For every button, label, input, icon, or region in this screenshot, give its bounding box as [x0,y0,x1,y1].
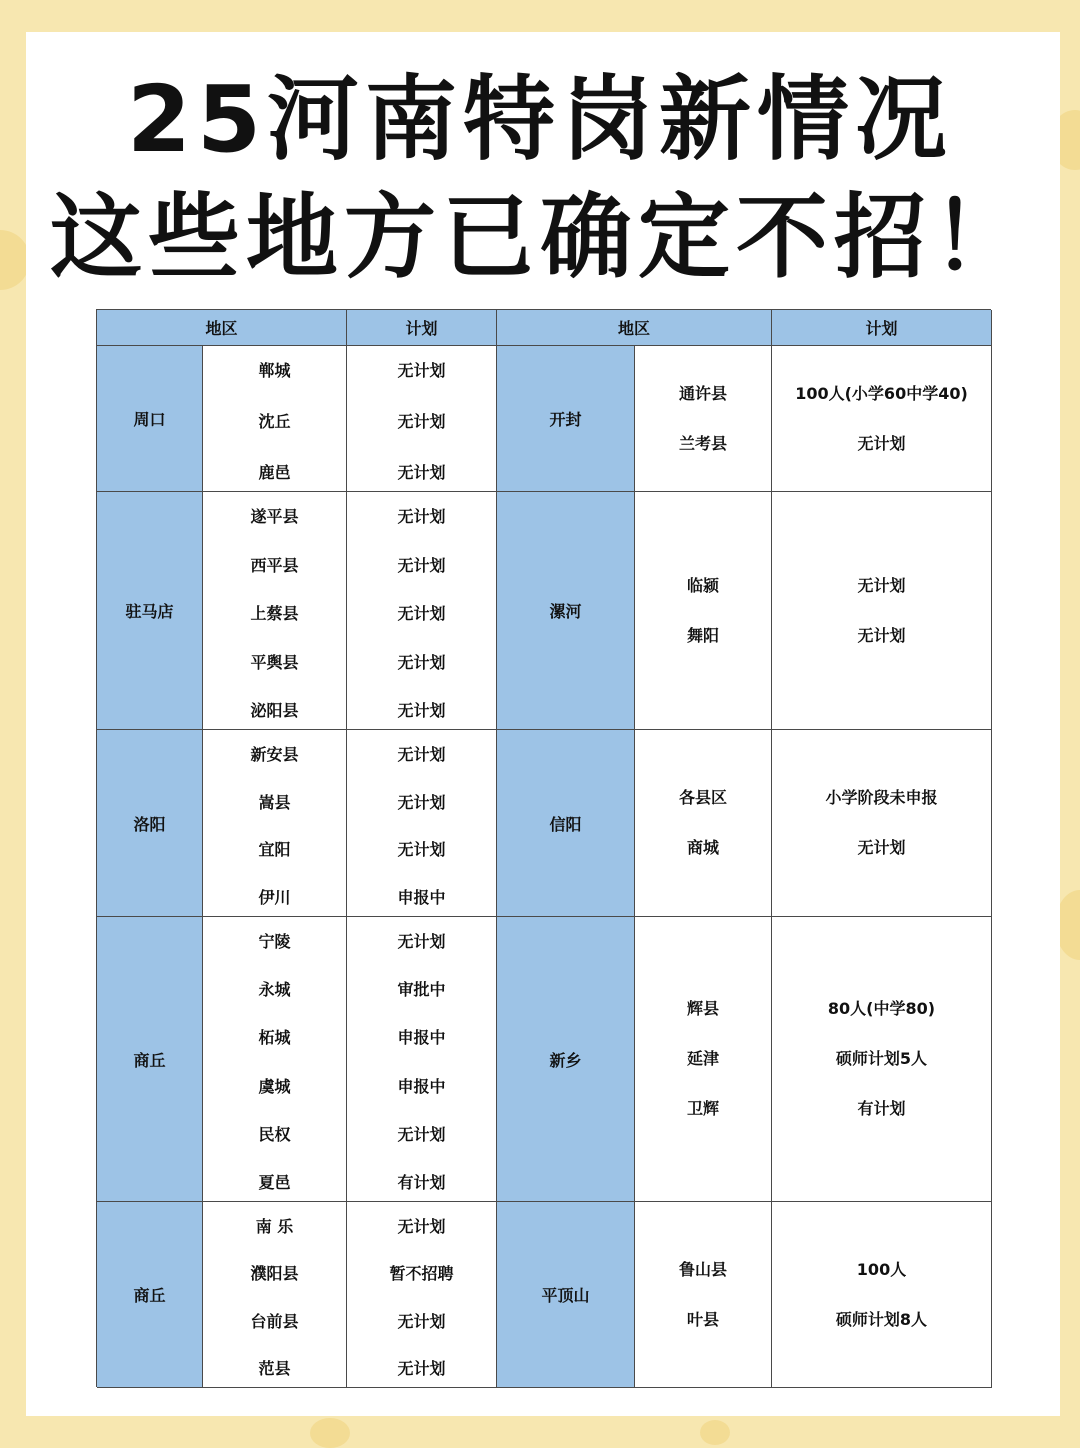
header-plan-left: 计划 [347,310,497,346]
city-cell-left: 洛阳 [97,730,203,917]
header-region-left: 地区 [97,310,347,346]
plan-status: 无计划 [397,507,446,526]
county-name: 夏邑 [258,1172,291,1192]
county-name: 延津 [686,1049,719,1068]
plan-status: 无计划 [397,463,446,482]
plan-status: 无计划 [397,932,446,951]
plan-list-right [772,1202,992,1388]
county-list-left [203,730,347,917]
county-name: 西平县 [250,555,299,575]
county-name: 柘城 [258,1028,291,1048]
title-line-1: 25河南特岗新情况 [126,66,954,173]
plan-status: 申报中 [397,887,446,907]
plan-status: 无计划 [397,604,446,623]
recruitment-table [96,309,991,1387]
plan-status: 无计划 [397,701,446,720]
county-name: 辉县 [686,999,719,1018]
plan-list-right [772,346,992,492]
county-name: 嵩县 [258,792,291,812]
county-name: 泌阳县 [250,701,299,720]
county-name: 叶县 [686,1309,719,1329]
county-list-left [203,917,347,1202]
plan-list-left [347,492,497,730]
plan-status: 无计划 [397,745,446,764]
county-list-left [203,1202,347,1388]
county-name: 遂平县 [250,507,299,526]
city-cell-right: 信阳 [497,730,635,917]
city-cell-left: 驻马店 [97,492,203,730]
county-name: 沈丘 [258,412,291,431]
county-list-right [635,346,772,492]
county-name: 各县区 [678,788,727,807]
county-name: 郸城 [258,361,291,380]
plan-status: 无计划 [857,575,906,595]
plan-status: 无计划 [397,1358,446,1378]
plan-list-right [772,492,992,730]
city-cell-right: 漯河 [497,492,635,730]
city-cell-left: 商丘 [97,1202,203,1388]
plan-status: 无计划 [397,412,446,431]
plan-status: 无计划 [857,838,906,857]
plan-status: 无计划 [397,652,446,672]
plan-status: 无计划 [397,1311,446,1331]
county-name: 永城 [258,980,291,1000]
city-cell-right: 开封 [497,346,635,492]
plan-status: 无计划 [857,433,906,453]
plan-status: 无计划 [397,555,446,575]
plan-status: 无计划 [397,792,446,812]
city-cell-left: 周口 [97,346,203,492]
county-name: 濮阳县 [250,1264,299,1284]
plan-status: 100人(小学60中学40) [795,383,968,403]
county-list-left [203,346,347,492]
county-list-left [203,492,347,730]
county-name: 民权 [258,1124,291,1144]
plan-status: 有计划 [397,1172,446,1192]
plan-list-left [347,917,497,1202]
header-plan-right: 计划 [772,310,992,346]
plan-status: 申报中 [397,1076,446,1096]
plan-status: 硕师计划5人 [835,1049,928,1068]
county-name: 南 乐 [255,1217,294,1236]
plan-status: 暂不招聘 [389,1264,454,1284]
county-name: 范县 [258,1358,291,1378]
county-list-right [635,1202,772,1388]
city-cell-right: 新乡 [497,917,635,1202]
plan-status: 小学阶段未申报 [825,788,938,807]
county-name: 宜阳 [258,840,291,860]
county-name: 兰考县 [678,433,727,453]
plan-list-right [772,730,992,917]
county-name: 鹿邑 [258,463,291,482]
plan-status: 100人 [856,1259,907,1279]
county-name: 舞阳 [686,625,719,645]
plan-status: 无计划 [397,1124,446,1144]
plan-list-left [347,346,497,492]
county-list-right [635,730,772,917]
plan-status: 有计划 [857,1099,906,1118]
plan-list-left [347,730,497,917]
city-cell-left: 商丘 [97,917,203,1202]
title-line-2: 这些地方已确定不招！ [49,184,1030,291]
header-region-right: 地区 [497,310,772,346]
plan-status: 无计划 [397,840,446,860]
county-name: 商城 [686,838,719,857]
plan-status: 无计划 [397,1217,446,1236]
plan-list-left [347,1202,497,1388]
county-name: 卫辉 [686,1099,719,1118]
county-name: 新安县 [250,745,299,764]
county-name: 伊川 [258,887,291,907]
plan-status: 硕师计划8人 [835,1309,928,1329]
plan-list-right [772,917,992,1202]
plan-status: 申报中 [397,1028,446,1048]
county-name: 鲁山县 [678,1259,727,1279]
county-name: 临颍 [686,575,719,595]
county-name: 虞城 [258,1076,291,1096]
county-name: 平舆县 [250,652,299,672]
county-name: 上蔡县 [250,604,299,623]
county-name: 通许县 [678,383,727,403]
county-name: 宁陵 [258,932,291,951]
city-cell-right: 平顶山 [497,1202,635,1388]
plan-status: 无计划 [397,361,446,380]
plan-status: 审批中 [397,980,446,1000]
county-list-right [635,492,772,730]
county-list-right [635,917,772,1202]
county-name: 台前县 [250,1311,299,1331]
plan-status: 无计划 [857,625,906,645]
plan-status: 80人(中学80) [827,999,936,1018]
